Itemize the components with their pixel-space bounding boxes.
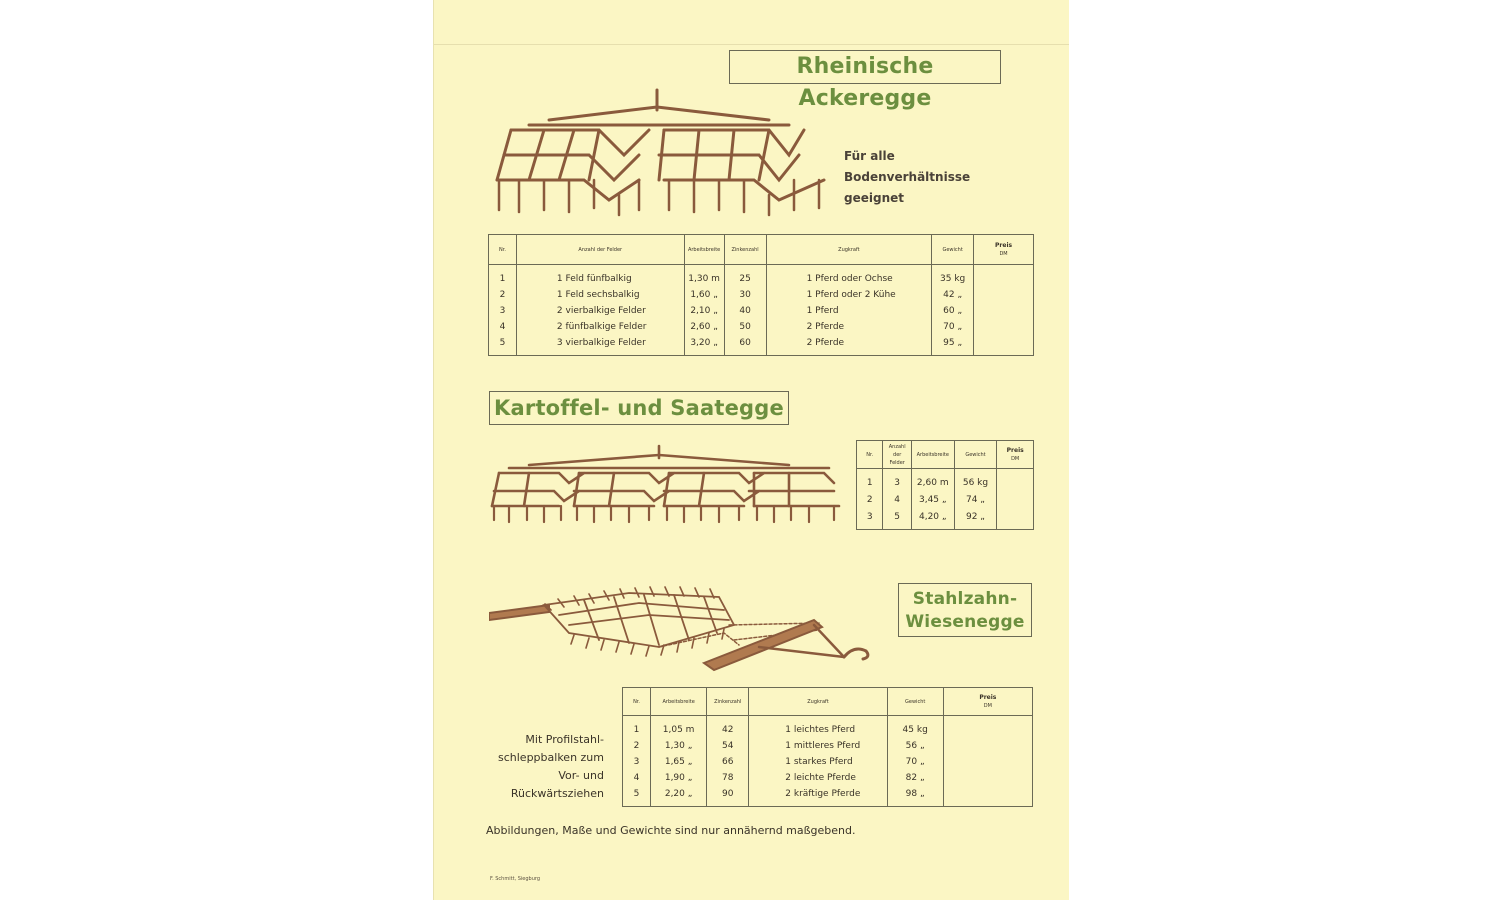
- table-row: 2 1 Feld sechsbalkig 1,60 „ 30 1 Pferd oder 2 Kühe 42 „: [489, 287, 1034, 303]
- table-row: 4 2 fünfbalkige Felder 2,60 „ 50 2 Pferde 70 „: [489, 319, 1034, 335]
- col-header-traction: Zugkraft: [749, 688, 887, 716]
- col-header-fields: Anzahl der Felder: [516, 235, 684, 265]
- col-header-width: Arbeitsbreite: [651, 688, 707, 716]
- table-row: 1 3 2,60 m 56 kg: [857, 469, 1034, 492]
- page-fold-line: [434, 44, 1069, 45]
- table-row: 1 1,05 m 42 1 leichtes Pferd 45 kg: [623, 716, 1033, 739]
- printer-imprint: F. Schmitt, Siegburg: [490, 876, 540, 882]
- col-header-price: Preis DM: [974, 235, 1034, 265]
- table-row: 3 1,65 „ 66 1 starkes Pferd 70 „: [623, 754, 1033, 770]
- illustration-saategge: [489, 443, 844, 528]
- col-header-weight: Gewicht: [932, 235, 974, 265]
- table-row: 5 3 vierbalkige Felder 3,20 „ 60 2 Pferde 95 „: [489, 335, 1034, 356]
- col-header-width: Arbeitsbreite: [684, 235, 724, 265]
- heading-rheinische-ackeregge: Rheinische Ackeregge: [729, 50, 1001, 84]
- table-row: 3 2 vierbalkige Felder 2,10 „ 40 1 Pferd 60 „: [489, 303, 1034, 319]
- wiesenegge-note: Mit Profilstahl- schleppbalken zum Vor- und Rückwärtsziehen: [498, 733, 604, 800]
- illustration-ackeregge: [489, 85, 829, 225]
- table-row: 3 5 4,20 „ 92 „: [857, 509, 1034, 530]
- col-header-tines: Zinkenzahl: [707, 688, 749, 716]
- wiesenegge-table: [622, 687, 1033, 807]
- col-header-price: Preis DM: [943, 688, 1032, 716]
- col-header-tines: Zinkenzahl: [724, 235, 766, 265]
- ackeregge-note: Für alle Bodenverhältnisse geeignet: [844, 149, 971, 205]
- col-header-traction: Zugkraft: [766, 235, 932, 265]
- heading-stahlzahn-wiesenegge: Stahlzahn- Wiesenegge: [898, 583, 1032, 637]
- col-header-weight: Gewicht: [887, 688, 943, 716]
- heading-kartoffel-saategge: Kartoffel- und Saategge: [489, 391, 789, 425]
- table-row: 5 2,20 „ 90 2 kräftige Pferde 98 „: [623, 786, 1033, 807]
- saategge-table: [856, 440, 1034, 530]
- col-header-price: Preis DM: [997, 441, 1034, 469]
- ackeregge-table: [488, 234, 1034, 356]
- table-row: 2 4 3,45 „ 74 „: [857, 491, 1034, 509]
- table-row: 1 1 Feld fünfbalkig 1,30 m 25 1 Pferd oder Ochse 35 kg: [489, 265, 1034, 288]
- table-row: 4 1,90 „ 78 2 leichte Pferde 82 „: [623, 770, 1033, 786]
- table-row: 2 1,30 „ 54 1 mittleres Pferd 56 „: [623, 738, 1033, 754]
- catalog-page: [433, 0, 1069, 900]
- col-header-width: Arbeitsbreite: [911, 441, 954, 469]
- col-header-nr: Nr.: [623, 688, 651, 716]
- col-header-nr: Nr.: [489, 235, 517, 265]
- illustration-wiesenegge: [489, 585, 889, 675]
- col-header-fields: Anzahl der Felder: [883, 441, 911, 469]
- footnote: Abbildungen, Maße und Gewichte sind nur annähernd maßgebend.: [486, 824, 856, 837]
- col-header-weight: Gewicht: [954, 441, 997, 469]
- col-header-nr: Nr.: [857, 441, 883, 469]
